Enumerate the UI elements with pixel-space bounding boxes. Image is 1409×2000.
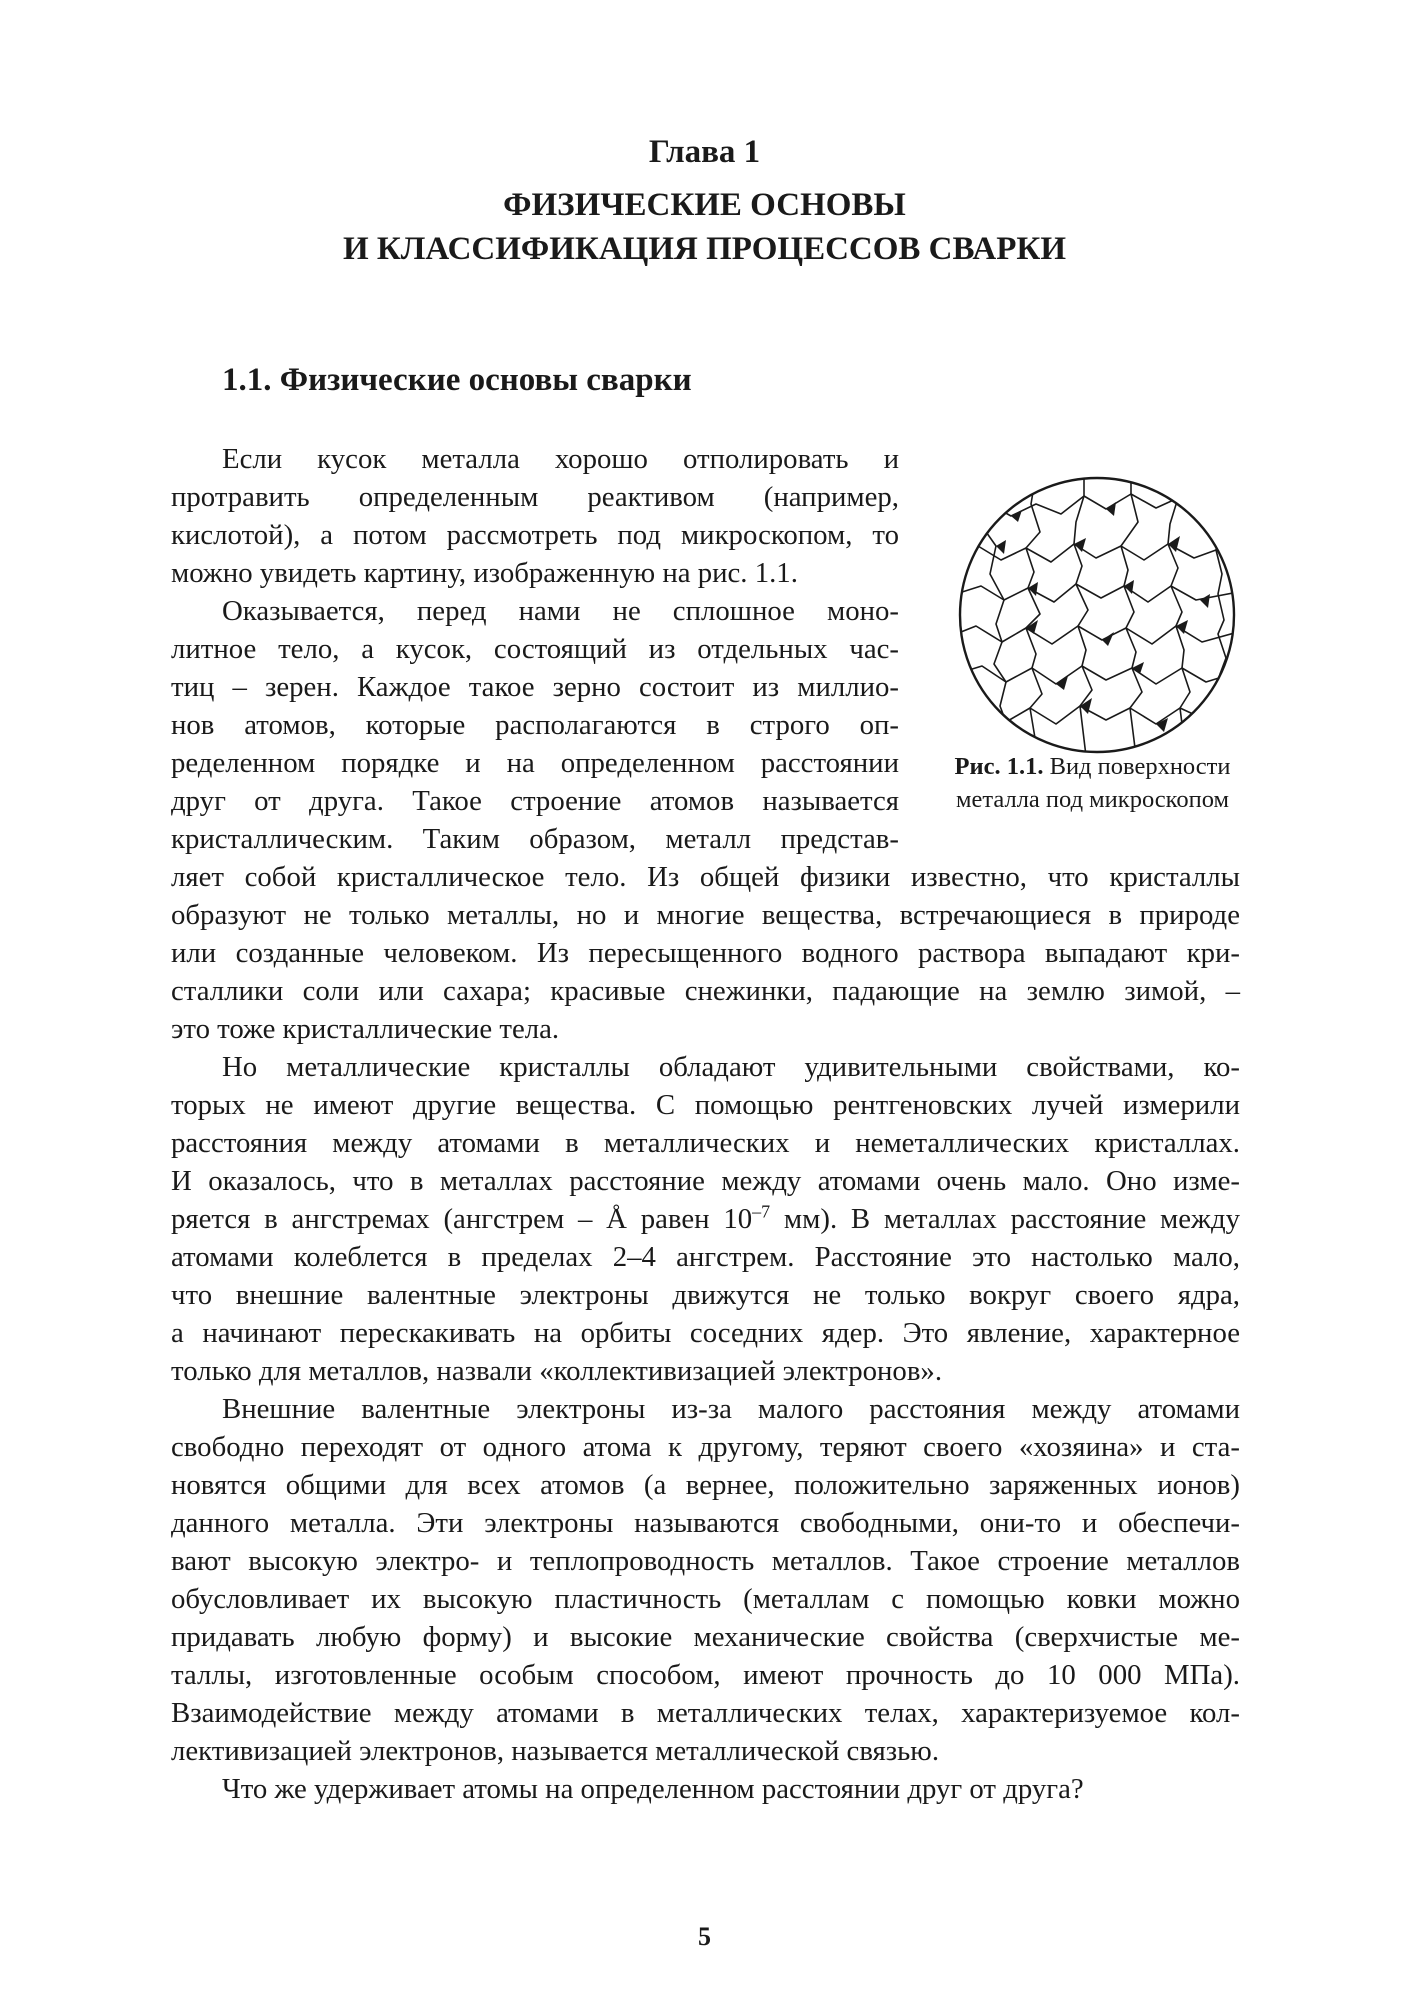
- figure-caption-line-2: металла под микроскопом: [956, 786, 1229, 813]
- figure-caption-text-1: Вид поверхности: [1049, 753, 1231, 780]
- paragraph-4: [171, 1390, 1240, 1770]
- figure-caption: [920, 750, 1265, 816]
- paragraph-1-line: Если кусок металла хорошо отполировать и: [222, 443, 899, 475]
- paragraph-2-line: сталлики соли или сахара; красивые снежинки, падающие на землю зимой, –: [171, 975, 1240, 1007]
- paragraph-2-line: ляет собой кристаллическое тело. Из общей физики известно, что кристаллы: [171, 861, 1240, 893]
- exponent: –7: [752, 1201, 771, 1222]
- chapter-label: Глава 1: [648, 134, 761, 170]
- paragraph-2-line: нов атомов, которые располагаются в строго оп-: [171, 709, 899, 741]
- paragraph-4-line: обусловливает их высокую пластичность (металлам с помощью ковки можно: [171, 1583, 1240, 1615]
- paragraph-3-line: что внешние валентные электроны движутся не только вокруг своего ядра,: [171, 1279, 1240, 1311]
- paragraph-5: [222, 1770, 1242, 1808]
- chapter-title-line-1: ФИЗИЧЕСКИЕ ОСНОВЫ: [503, 187, 906, 223]
- paragraph-2-wide: [171, 858, 1240, 1048]
- paragraph-4-line: Взаимодействие между атомами в металлических телах, характеризуемое кол-: [171, 1697, 1240, 1729]
- paragraph-2-line: литное тело, а кусок, состоящий из отдельных час-: [171, 633, 899, 665]
- paragraph-5-line: Что же удерживает атомы на определенном расстоянии друг от друга?: [222, 1773, 1084, 1805]
- chapter-title-line-2: И КЛАССИФИКАЦИЯ ПРОЦЕССОВ СВАРКИ: [342, 231, 1067, 267]
- figure-caption-line-1: [920, 750, 1265, 783]
- section-title: 1.1. Физические основы сварки: [222, 362, 692, 398]
- paragraph-3-line: И оказалось, что в металлах расстояние между атомами очень мало. Оно изме-: [171, 1165, 1240, 1197]
- paragraph-1-line: можно увидеть картину, изображенную на рис. 1.1.: [171, 557, 798, 589]
- paragraph-4-line: вают высокую электро- и теплопроводность металлов. Такое строение металлов: [171, 1545, 1240, 1577]
- paragraph-4-line: придавать любую форму) и высокие механические свойства (сверхчистые ме-: [171, 1621, 1240, 1653]
- paragraph-4-line: таллы, изготовленные особым способом, имеют прочность до 10 000 МПа).: [171, 1659, 1240, 1691]
- paragraph-3-line: Но металлические кристаллы обладают удивительными свойствами, ко-: [222, 1051, 1240, 1083]
- figure-label: Рис. 1.1.: [954, 753, 1044, 780]
- angstrom-text-a: ряется в ангстремах (ангстрем – Å равен 10: [171, 1203, 753, 1235]
- paragraph-1-line: протравить определенным реактивом (например,: [171, 481, 899, 513]
- paragraph-3-line: только для металлов, назвали «коллективизацией электронов».: [171, 1355, 943, 1387]
- paragraph-2-line: тиц – зерен. Каждое такое зерно состоит из миллио-: [171, 671, 899, 703]
- paragraph-3-line: а начинают перескакивать на орбиты соседних ядер. Это явление, характерное: [171, 1317, 1240, 1349]
- paragraph-2-line: ределенном порядке и на определенном расстоянии: [171, 747, 899, 779]
- paragraph-4-line: Внешние валентные электроны из-за малого расстояния между атомами: [222, 1393, 1240, 1425]
- paragraph-2-line: друг от друга. Такое строение атомов называется: [171, 785, 899, 817]
- page-number: 5: [698, 1922, 711, 1951]
- paragraph-4-line: лективизацией электронов, называется металлической связью.: [171, 1735, 940, 1767]
- paragraph-2-line: это тоже кристаллические тела.: [171, 1013, 560, 1045]
- paragraph-4-line: новятся общими для всех атомов (а вернее, положительно заряженных ионов): [171, 1469, 1240, 1501]
- metal-microstructure-figure: [956, 474, 1238, 756]
- paragraph-4-line: данного металла. Эти электроны называются свободными, они-то и обеспечи-: [171, 1507, 1240, 1539]
- paragraph-3-line: торых не имеют другие вещества. С помощью рентгеновских лучей измерили: [171, 1089, 1240, 1121]
- paragraph-4-line: свободно переходят от одного атома к другому, теряют своего «хозяина» и ста-: [171, 1431, 1240, 1463]
- chapter-title: [0, 183, 1409, 271]
- paragraph-3-line: расстояния между атомами в металлических и неметаллических кристаллах.: [171, 1127, 1240, 1159]
- angstrom-text-b: мм). В металлах расстояние между: [770, 1203, 1240, 1235]
- paragraph-2-line: Оказывается, перед нами не сплошное моно-: [222, 595, 899, 627]
- paragraph-3: [171, 1048, 1240, 1390]
- paragraph-2-line: кристаллическим. Таким образом, металл представ-: [171, 823, 899, 855]
- paragraph-3-line: атомами колеблется в пределах 2–4 ангстрем. Расстояние это настолько мало,: [171, 1241, 1240, 1273]
- paragraph-2-line: образуют не только металлы, но и многие вещества, встречающиеся в природе: [171, 899, 1240, 931]
- paragraph-2-narrow: [171, 592, 899, 858]
- paragraph-1: [171, 440, 899, 592]
- paragraph-1-line: кислотой), а потом рассмотреть под микроскопом, то: [171, 519, 899, 551]
- paragraph-3-line-angstrom: [171, 1200, 1240, 1238]
- paragraph-2-line: или созданные человеком. Из пересыщенного водного раствора выпадают кри-: [171, 937, 1240, 969]
